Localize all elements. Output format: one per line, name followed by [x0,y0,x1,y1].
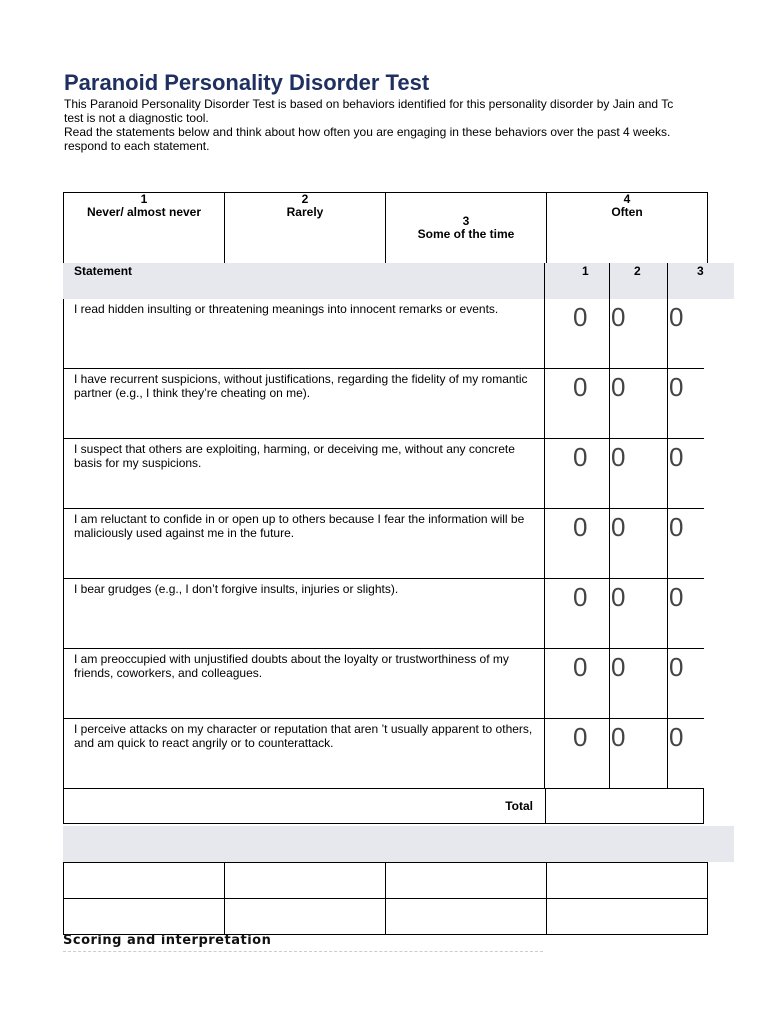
statement-text: I bear grudges (e.g., I don’t forgive insults, injuries or slights). [74,582,399,596]
scoring-heading: Scoring and interpretation [63,933,272,948]
scale-label: Rarely [286,205,324,219]
scale-cell-1 [64,193,225,264]
scale-number: 3 [462,214,470,228]
scale-cell-4 [547,193,708,264]
intro-line: This Paranoid Personality Disorder Test is based on behaviors identified for this personality disorder by Jain and Tc [64,97,674,111]
table-row [63,439,704,509]
statement-text: I am preoccupied with unjustified doubts about the loyalty or trustworthiness of my friends, coworkers, and colleagues. [74,652,509,680]
grid-cell [547,863,708,899]
scale-label: Often [611,205,643,219]
table-row [63,369,704,439]
scale-cell-2 [225,193,386,264]
statement-column-label: Statement [74,264,133,278]
score-field-1[interactable]: 0 [573,372,588,402]
column-number-3: 3 [697,264,704,278]
scale-number: 2 [301,192,309,206]
score-field-2[interactable]: 0 [611,372,626,402]
score-field-3[interactable]: 0 [669,302,684,332]
statement-text: I suspect that others are exploiting, harming, or deceiving me, without any concrete basis for my suspicions. [74,442,515,470]
score-field-1[interactable]: 0 [573,652,588,682]
grid-cell [386,899,547,935]
score-field-3[interactable]: 0 [669,442,684,472]
total-row [63,789,704,824]
table-row [63,509,704,579]
column-number-2: 2 [634,264,641,278]
page-title: Paranoid Personality Disorder Test [64,70,430,95]
score-field-2[interactable]: 0 [611,582,626,612]
score-field-3[interactable]: 0 [669,652,684,682]
score-field-1[interactable]: 0 [573,722,588,752]
column-divider [545,789,546,824]
score-field-1[interactable]: 0 [573,302,588,332]
score-field-3[interactable]: 0 [669,722,684,752]
column-divider [609,263,610,299]
score-field-1[interactable]: 0 [573,582,588,612]
score-field-1[interactable]: 0 [573,442,588,472]
statement-rows [63,299,704,789]
grid-cell [547,899,708,935]
grid-cell [386,863,547,899]
grid-cell [64,899,225,935]
intro-line: Read the statements below and think about how often you are engaging in these behaviors over the past 4 weeks. [64,125,671,139]
table-row [63,579,704,649]
statement-text: I have recurrent suspicions, without justifications, regarding the fidelity of my romantic partner (e.g., I think they’re cheating on me). [74,372,528,400]
score-field-3[interactable]: 0 [669,512,684,542]
score-field-2[interactable]: 0 [611,652,626,682]
shaded-band [63,826,734,862]
score-field-1[interactable]: 0 [573,512,588,542]
grid-cell [225,899,386,935]
scale-number: 1 [140,192,148,206]
statement-header [63,263,734,299]
column-divider [544,263,545,299]
statement-text: I am reluctant to confide in or open up to others because I fear the information will be maliciously used against me in the future. [74,512,525,540]
column-divider [667,263,668,299]
intro-line: test is not a diagnostic tool. [64,111,209,125]
scoring-grid [63,862,708,935]
scale-number: 4 [623,192,631,206]
column-number-1: 1 [582,264,589,278]
table-row [63,719,704,789]
table-row [63,299,704,369]
score-field-3[interactable]: 0 [669,372,684,402]
total-label: Total [505,799,533,813]
score-field-2[interactable]: 0 [611,442,626,472]
score-field-2[interactable]: 0 [611,512,626,542]
cut-off-text-line [63,951,543,954]
scale-cell-3 [386,193,547,264]
scale-label: Some of the time [417,227,515,241]
statement-text: I perceive attacks on my character or reputation that aren ’t usually apparent to others, and am quick to react angrily or to counterattack. [74,722,533,750]
intro-text [64,97,768,153]
intro-line: respond to each statement. [64,139,210,153]
grid-cell [225,863,386,899]
table-row [63,649,704,719]
score-field-3[interactable]: 0 [669,582,684,612]
score-field-2[interactable]: 0 [611,302,626,332]
scale-label: Never/ almost never [86,205,202,219]
rating-scale-table [63,192,708,264]
statement-text: I read hidden insulting or threatening meanings into innocent remarks or events. [74,302,499,316]
score-field-2[interactable]: 0 [611,722,626,752]
grid-cell [64,863,225,899]
